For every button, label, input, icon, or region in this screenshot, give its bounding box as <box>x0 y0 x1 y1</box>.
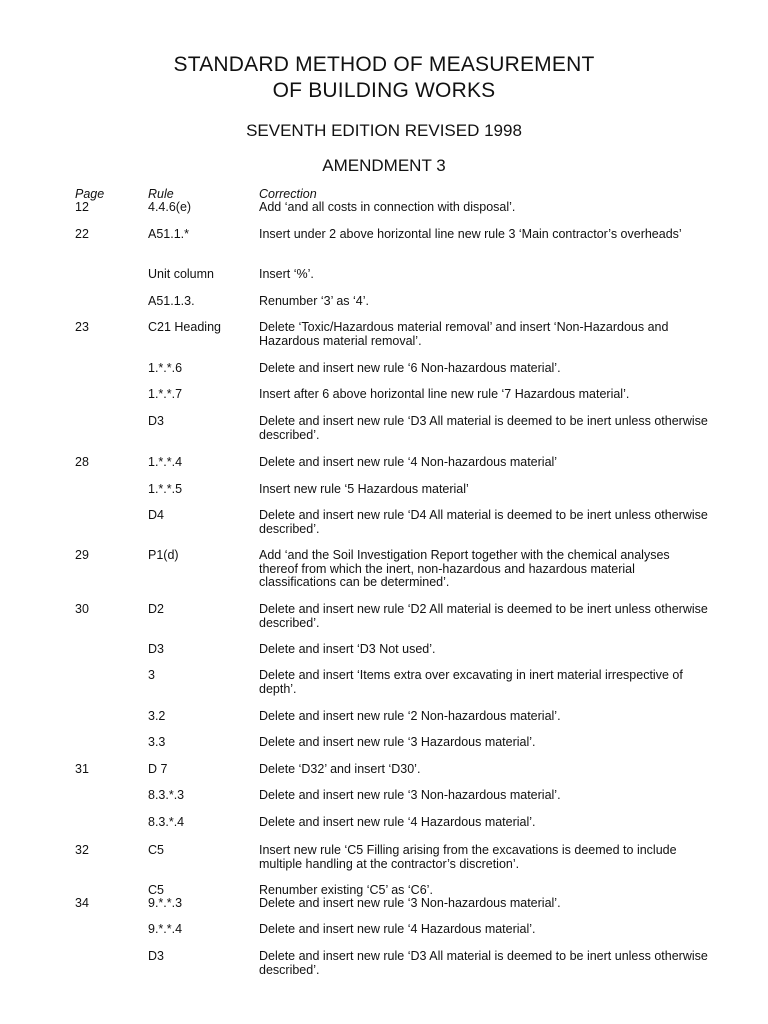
row-rule-cell: D3 <box>148 642 164 656</box>
row-rule-cell: 3 <box>148 668 155 682</box>
row-correction-cell: Delete and insert new rule ‘D2 All material is deemed to be inert unless otherwise described’. <box>259 602 708 630</box>
row-correction-cell: Delete and insert new rule ‘D4 All material is deemed to be inert unless otherwise described’. <box>259 508 708 536</box>
title-line-2: OF BUILDING WORKS <box>272 79 496 102</box>
column-header-page: Page <box>75 187 105 201</box>
document-title <box>0 52 768 104</box>
title-line-1: STANDARD METHOD OF MEASUREMENT <box>173 53 595 76</box>
row-correction-cell: Delete and insert new rule ‘6 Non-hazardous material’. <box>259 361 561 375</box>
row-page-cell: 28 <box>75 455 89 469</box>
row-correction-cell: Delete and insert new rule ‘4 Non-hazardous material’ <box>259 455 558 469</box>
column-header-correction: Correction <box>259 187 317 201</box>
row-page-cell: 23 <box>75 320 89 334</box>
row-rule-cell: 1.*.*.6 <box>148 361 183 375</box>
row-correction-cell: Insert under 2 above horizontal line new rule 3 ‘Main contractor’s overheads’ <box>259 227 682 241</box>
row-page-cell: 31 <box>75 762 89 776</box>
row-correction-cell: Delete ‘D32’ and insert ‘D30’. <box>259 762 421 776</box>
row-rule-cell: 8.3.*.3 <box>148 788 185 802</box>
edition-heading: SEVENTH EDITION REVISED 1998 <box>246 121 522 140</box>
row-correction-cell: Insert new rule ‘C5 Filling arising from the excavations is deemed to include multiple handling at the contractor’s discretion’. <box>259 843 677 871</box>
row-rule-cell: 8.3.*.4 <box>148 815 185 829</box>
row-correction-cell: Delete ‘Toxic/Hazardous material removal’ and insert ‘Non-Hazardous and Hazardous material removal’. <box>259 320 669 348</box>
row-rule-cell: 1.*.*.5 <box>148 482 183 496</box>
row-rule-cell: D3 <box>148 949 164 963</box>
row-rule-cell: 1.*.*.4 <box>148 455 183 469</box>
row-rule-cell: A51.1.3. <box>148 294 195 308</box>
row-correction-cell: Delete and insert new rule ‘2 Non-hazardous material’. <box>259 709 561 723</box>
row-rule-cell: 9.*.*.3 <box>148 896 183 910</box>
row-page-cell: 32 <box>75 843 89 857</box>
row-rule-cell: D2 <box>148 602 164 616</box>
row-rule-cell: 4.4.6(e) <box>148 200 192 214</box>
row-correction-cell: Delete and insert ‘D3 Not used’. <box>259 642 436 656</box>
row-correction-cell: Delete and insert new rule ‘4 Hazardous material’. <box>259 815 536 829</box>
row-rule-cell: A51.1.* <box>148 227 190 241</box>
row-rule-cell: C21 Heading <box>148 320 221 334</box>
row-correction-cell: Delete and insert new rule ‘3 Non-hazardous material’. <box>259 896 561 910</box>
row-correction-cell: Renumber existing ‘C5’ as ‘C6’. <box>259 883 433 897</box>
row-correction-cell: Insert after 6 above horizontal line new rule ‘7 Hazardous material’. <box>259 387 630 401</box>
row-correction-cell: Insert ‘%’. <box>259 267 314 281</box>
row-rule-cell: C5 <box>148 843 164 857</box>
row-rule-cell: 9.*.*.4 <box>148 922 183 936</box>
row-correction-cell: Add ‘and all costs in connection with disposal’. <box>259 200 516 214</box>
row-rule-cell: C5 <box>148 883 164 897</box>
row-rule-cell: 3.2 <box>148 709 166 723</box>
row-page-cell: 29 <box>75 548 89 562</box>
row-correction-cell: Insert new rule ‘5 Hazardous material’ <box>259 482 469 496</box>
row-page-cell: 30 <box>75 602 89 616</box>
row-rule-cell: Unit column <box>148 267 214 281</box>
row-correction-cell: Delete and insert new rule ‘D3 All material is deemed to be inert unless otherwise described’. <box>259 414 708 442</box>
row-rule-cell: D3 <box>148 414 164 428</box>
row-correction-cell: Delete and insert new rule ‘3 Non-hazardous material’. <box>259 788 561 802</box>
row-rule-cell: 3.3 <box>148 735 166 749</box>
row-correction-cell: Delete and insert new rule ‘3 Hazardous material’. <box>259 735 536 749</box>
row-page-cell: 22 <box>75 227 89 241</box>
column-header-rule: Rule <box>148 187 174 201</box>
row-rule-cell: D4 <box>148 508 164 522</box>
row-rule-cell: 1.*.*.7 <box>148 387 183 401</box>
row-correction-cell: Delete and insert ‘Items extra over excavating in inert material irrespective of depth’. <box>259 668 683 696</box>
row-rule-cell: P1(d) <box>148 548 179 562</box>
row-page-cell: 12 <box>75 200 89 214</box>
amendment-heading: AMENDMENT 3 <box>322 156 446 175</box>
row-correction-cell: Delete and insert new rule ‘D3 All material is deemed to be inert unless otherwise described’. <box>259 949 708 977</box>
row-correction-cell: Add ‘and the Soil Investigation Report together with the chemical analyses thereof from which the inert, non-hazardous and hazardous material classifications can be determined’. <box>259 548 670 589</box>
row-page-cell: 34 <box>75 896 89 910</box>
row-correction-cell: Delete and insert new rule ‘4 Hazardous material’. <box>259 922 536 936</box>
row-rule-cell: D 7 <box>148 762 168 776</box>
row-correction-cell: Renumber ‘3’ as ‘4’. <box>259 294 370 308</box>
